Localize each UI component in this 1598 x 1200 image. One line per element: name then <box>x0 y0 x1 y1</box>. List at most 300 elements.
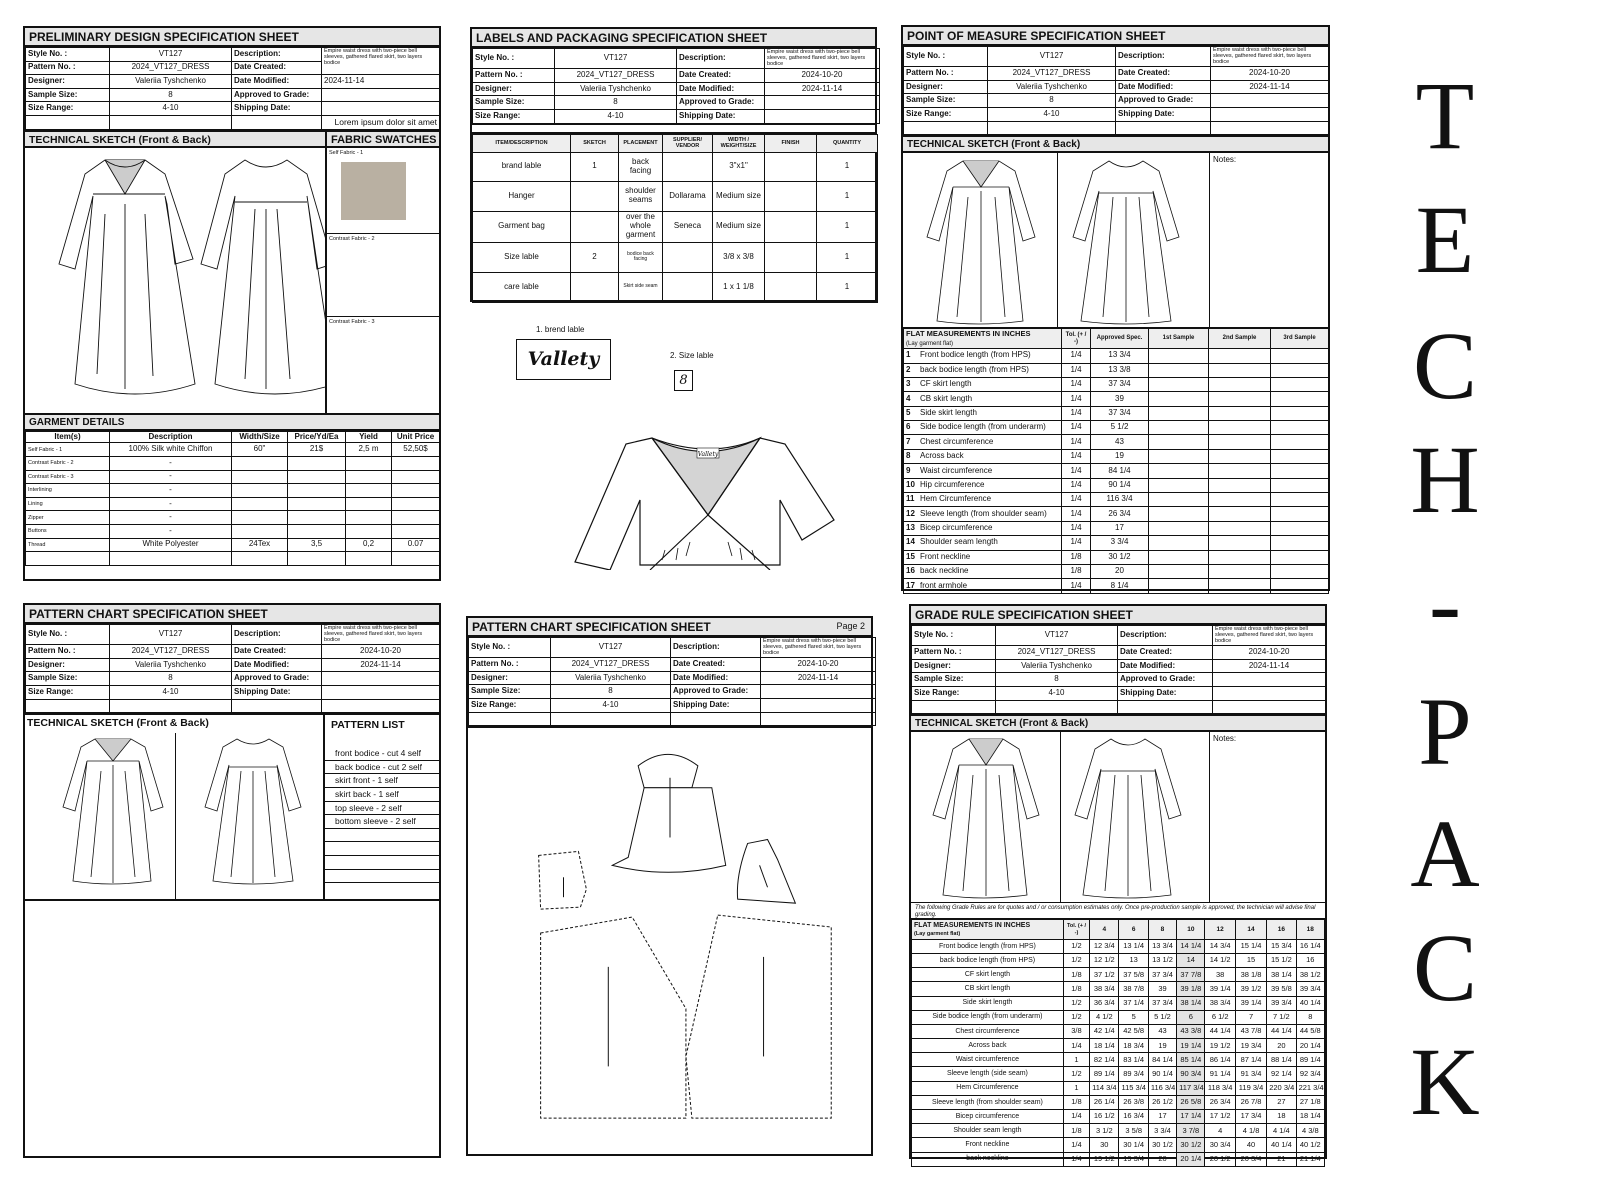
grade-cell: 114 3/4 <box>1090 1081 1119 1095</box>
col-header: 4 <box>1090 919 1119 939</box>
tolerance-cell: 1/4 <box>1062 392 1091 406</box>
table-cell <box>765 181 817 211</box>
approved-label: Approved to Grade: <box>1116 94 1211 108</box>
date-created-label: Date Created: <box>232 645 322 659</box>
style-value: VT127 <box>110 48 232 62</box>
pattern-list-item: skirt front - 1 self <box>325 774 439 788</box>
measurement-name <box>904 493 1062 507</box>
sample-cell <box>1209 464 1271 478</box>
grade-cell: 38 <box>1205 968 1235 982</box>
sheet-title: PATTERN CHART SPECIFICATION SHEET <box>25 605 439 624</box>
pattern-value: 2024_VT127_DRESS <box>555 69 677 83</box>
grade-cell: 42 5/8 <box>1119 1024 1148 1038</box>
date-created-label: Date Created: <box>671 658 761 672</box>
table-cell: - <box>110 484 232 498</box>
col-header: 2nd Sample <box>1209 328 1271 348</box>
table-cell <box>232 470 288 484</box>
shipping-value <box>1211 108 1329 122</box>
grade-cell: 18 <box>1267 1110 1296 1124</box>
col-header: 10 <box>1177 919 1205 939</box>
col-header: FINISH <box>765 134 817 152</box>
sample-cell <box>1271 579 1329 593</box>
empty-cell <box>904 121 988 135</box>
sample-label: Sample Size: <box>473 96 555 110</box>
table-row <box>26 470 440 484</box>
grade-cell: 4 3/8 <box>1296 1124 1324 1138</box>
grade-cell: 221 3/4 <box>1296 1081 1324 1095</box>
grade-cell: 16 1/4 <box>1296 939 1324 953</box>
grade-cell: 1/2 <box>1063 953 1089 967</box>
grade-cell: 4 1/8 <box>1235 1124 1266 1138</box>
header-table <box>903 46 1329 135</box>
swatch-label: Contrast Fabric - 3 <box>329 318 375 325</box>
table-row <box>904 579 1329 593</box>
sample-cell <box>1271 507 1329 521</box>
grade-cell: 38 1/8 <box>1235 968 1266 982</box>
pom-table <box>903 327 1329 593</box>
header-table <box>472 48 880 124</box>
measurement-name <box>904 579 1062 593</box>
col-header: 18 <box>1296 919 1324 939</box>
sample-cell <box>1209 493 1271 507</box>
table-cell: Thread <box>26 538 110 552</box>
grade-cell: 86 1/4 <box>1205 1053 1235 1067</box>
grade-cell: 30 3/4 <box>1205 1138 1235 1152</box>
sample-cell <box>1149 493 1209 507</box>
sample-cell <box>1271 564 1329 578</box>
measurement-name <box>904 363 1062 377</box>
table-cell <box>288 470 346 484</box>
spec-cell: 39 <box>1091 392 1149 406</box>
empty-cell <box>551 712 671 726</box>
designer-value: Valeriia Tyshchenko <box>551 671 671 685</box>
grade-cell: 26 1/2 <box>1148 1095 1176 1109</box>
sample-cell <box>1209 363 1271 377</box>
size-range-label: Size Range: <box>912 687 996 701</box>
designer-label: Designer: <box>26 75 110 89</box>
sketch-area <box>903 153 1328 327</box>
table-cell <box>232 456 288 470</box>
table-row <box>912 1081 1325 1095</box>
grade-cell: 38 1/2 <box>1296 968 1324 982</box>
spec-cell: 19 <box>1091 449 1149 463</box>
table-cell <box>26 552 110 566</box>
measurement-number: 14 <box>906 537 915 547</box>
grade-cell: 13 1/2 <box>1148 953 1176 967</box>
table-cell: - <box>110 497 232 511</box>
table-cell: Size lable <box>473 242 571 272</box>
table-row <box>904 464 1329 478</box>
table-cell: 0.07 <box>392 538 440 552</box>
description-label: Description: <box>1118 626 1213 646</box>
grade-cell: 3 1/2 <box>1090 1124 1119 1138</box>
measurement-name <box>904 435 1062 449</box>
grade-cell: 39 3/4 <box>1267 996 1296 1010</box>
col-header: SKETCH <box>571 134 619 152</box>
grade-cell: 18 1/4 <box>1090 1039 1119 1053</box>
measurement-label: Front bodice length (from HPS) <box>912 939 1064 953</box>
sample-cell <box>1149 421 1209 435</box>
designer-value: Valeriia Tyshchenko <box>555 82 677 96</box>
tolerance-cell: 1/4 <box>1062 421 1091 435</box>
sample-cell <box>1209 421 1271 435</box>
grade-cell: 39 1/4 <box>1235 996 1266 1010</box>
grade-cell: 7 <box>1235 1010 1266 1024</box>
grade-cell: 19 1/2 <box>1205 1039 1235 1053</box>
sample-cell <box>1149 392 1209 406</box>
sample-cell <box>1149 449 1209 463</box>
size-range-value: 4-10 <box>110 686 232 700</box>
spacer-band <box>472 124 875 134</box>
table-cell <box>765 242 817 272</box>
measurement-label: Hem Circumference <box>920 494 992 504</box>
grade-cell: 92 1/4 <box>1267 1067 1296 1081</box>
measurement-label: Shoulder seam length <box>920 537 998 547</box>
grade-cell: 39 1/4 <box>1205 982 1235 996</box>
pattern-value: 2024_VT127_DRESS <box>996 646 1118 660</box>
approved-label: Approved to Grade: <box>671 685 761 699</box>
description-value: Empire waist dress with two-piece bell sleeves, gathered flared skirt, two layers bodice <box>322 625 440 645</box>
size-range-label: Size Range: <box>26 686 110 700</box>
sample-cell <box>1149 478 1209 492</box>
grade-cell: 38 3/4 <box>1205 996 1235 1010</box>
sample-cell <box>1209 564 1271 578</box>
table-cell <box>110 552 232 566</box>
size-caption: 2. Size lable <box>670 351 714 360</box>
measurement-name <box>904 349 1062 363</box>
sample-cell <box>1271 521 1329 535</box>
pattern-list-items <box>325 747 439 883</box>
sample-cell <box>1209 435 1271 449</box>
table-row <box>904 521 1329 535</box>
sample-cell <box>1271 449 1329 463</box>
empty-cell <box>988 121 1116 135</box>
measurement-label: Front bodice length (from HPS) <box>920 350 1031 360</box>
grade-cell: 90 3/4 <box>1177 1067 1205 1081</box>
grade-cell: 85 1/4 <box>1177 1053 1205 1067</box>
table-cell: shoulder seams <box>619 181 663 211</box>
labels-sheet <box>470 27 877 302</box>
table-cell: 21$ <box>288 443 346 457</box>
mini-brand-text: Vallety <box>697 451 719 458</box>
table-cell <box>392 511 440 525</box>
description-label: Description: <box>677 49 765 69</box>
measurement-name <box>904 464 1062 478</box>
spec-cell: 43 <box>1091 435 1149 449</box>
spec-cell: 8 1/4 <box>1091 579 1149 593</box>
grade-cell: 12 3/4 <box>1090 939 1119 953</box>
table-cell: 1 <box>817 211 878 242</box>
grade-cell: 14 1/4 <box>1177 939 1205 953</box>
tolerance-cell: 1/4 <box>1062 464 1091 478</box>
table-row <box>904 421 1329 435</box>
spec-cell: 3 3/4 <box>1091 536 1149 550</box>
grade-cell: 43 3/8 <box>1177 1024 1205 1038</box>
sketch-title: TECHNICAL SKETCH (Front & Back) <box>25 130 325 148</box>
date-modified-label: Date Modified: <box>1118 659 1213 673</box>
spec-cell: 84 1/4 <box>1091 464 1149 478</box>
table-row <box>904 564 1329 578</box>
dress-sketch-front-back <box>45 154 325 399</box>
table-cell <box>392 470 440 484</box>
table-row <box>912 1124 1325 1138</box>
date-modified-value: 2024-11-14 <box>322 75 440 89</box>
grade-cell: 1/4 <box>1063 1138 1089 1152</box>
style-value: VT127 <box>988 47 1116 67</box>
sample-cell <box>1209 406 1271 420</box>
sample-value: 8 <box>110 88 232 102</box>
sample-label: Sample Size: <box>904 94 988 108</box>
sheet-title: GRADE RULE SPECIFICATION SHEET <box>911 606 1325 625</box>
grade-cell: 37 7/8 <box>1177 968 1205 982</box>
sample-value: 8 <box>551 685 671 699</box>
sketch-area <box>25 713 439 901</box>
pattern-value: 2024_VT127_DRESS <box>110 645 232 659</box>
table-row <box>26 456 440 470</box>
grade-cell: 30 1/2 <box>1177 1138 1205 1152</box>
style-label: Style No. : <box>473 49 555 69</box>
measurement-number: 17 <box>906 580 915 590</box>
grade-cell: 4 1/4 <box>1267 1124 1296 1138</box>
grade-cell: 4 1/2 <box>1090 1010 1119 1024</box>
measurement-name <box>904 507 1062 521</box>
grade-cell: 36 3/4 <box>1090 996 1119 1010</box>
swatch-self <box>327 148 439 234</box>
description-label: Description: <box>1116 47 1211 67</box>
shipping-label: Shipping Date: <box>232 102 322 116</box>
pattern-pieces-drawing <box>468 726 871 1146</box>
measurement-label: front armhole <box>920 580 968 590</box>
garment-rows <box>26 443 440 565</box>
table-cell: Zipper <box>26 511 110 525</box>
table-row <box>26 552 440 566</box>
pattern-chart-sheet-1 <box>23 603 441 1158</box>
sample-cell <box>1271 406 1329 420</box>
table-row <box>904 449 1329 463</box>
grade-cell: 42 1/4 <box>1090 1024 1119 1038</box>
spec-cell: 116 3/4 <box>1091 493 1149 507</box>
designer-label: Designer: <box>26 658 110 672</box>
sample-value: 8 <box>110 672 232 686</box>
col-header: SUPPLIER/ VENDOR <box>663 134 713 152</box>
col-header: 12 <box>1205 919 1235 939</box>
measurement-label: CF skirt length <box>920 379 972 389</box>
approved-label: Approved to Grade: <box>1118 673 1213 687</box>
header-table <box>25 47 440 130</box>
fabric-swatch <box>341 162 406 220</box>
tolerance-cell: 1/4 <box>1062 507 1091 521</box>
grade-cell: 1/8 <box>1063 1124 1089 1138</box>
swatch-label: Self Fabric - 1 <box>329 149 364 156</box>
table-cell <box>392 552 440 566</box>
table-cell <box>288 456 346 470</box>
table-row <box>912 1110 1325 1124</box>
col-header: Item(s) <box>26 431 110 443</box>
table-cell: 3/8 x 3/8 <box>713 242 765 272</box>
style-label: Style No. : <box>912 626 996 646</box>
pattern-list-empty-row <box>325 856 439 870</box>
col-header: Yield <box>346 431 392 443</box>
labels-table <box>472 134 878 303</box>
sample-cell <box>1149 536 1209 550</box>
table-cell: 0,2 <box>346 538 392 552</box>
table-cell <box>346 497 392 511</box>
table-cell: 1 <box>817 152 878 181</box>
table-row <box>26 524 440 538</box>
hood-piece <box>638 755 698 788</box>
measurement-label: Hem Circumference <box>912 1081 1064 1095</box>
grade-cell: 13 3/4 <box>1148 939 1176 953</box>
pattern-list-item: front bodice - cut 4 self <box>325 747 439 761</box>
grade-cell: 91 3/4 <box>1235 1067 1266 1081</box>
header-table <box>25 624 440 713</box>
date-modified-label: Date Modified: <box>677 82 765 96</box>
sheet-title: POINT OF MEASURE SPECIFICATION SHEET <box>903 27 1328 46</box>
grade-cell: 1/8 <box>1063 968 1089 982</box>
table-cell: Dollarama <box>663 181 713 211</box>
measurement-name <box>904 449 1062 463</box>
grade-cell: 21 1/4 <box>1296 1152 1324 1166</box>
tolerance-cell: 1/4 <box>1062 536 1091 550</box>
grade-cell: 26 3/4 <box>1205 1095 1235 1109</box>
grade-cell: 43 7/8 <box>1235 1024 1266 1038</box>
measurement-label: Across back <box>912 1039 1064 1053</box>
table-cell <box>232 524 288 538</box>
sample-cell <box>1209 392 1271 406</box>
table-row <box>904 435 1329 449</box>
table-cell <box>392 524 440 538</box>
table-cell: Medium size <box>713 181 765 211</box>
measurement-label: Side skirt length <box>912 996 1064 1010</box>
shipping-value <box>322 102 440 116</box>
size-range-value: 4-10 <box>555 110 677 124</box>
date-created-value: 2024-10-20 <box>322 645 440 659</box>
table-row <box>912 982 1325 996</box>
table-cell: - <box>110 456 232 470</box>
grade-cell: 119 3/4 <box>1235 1081 1266 1095</box>
sample-cell <box>1271 550 1329 564</box>
tolerance-cell: 1/4 <box>1062 349 1091 363</box>
sketch-area <box>911 732 1325 902</box>
measurement-number: 8 <box>906 451 911 461</box>
grade-cell: 30 <box>1090 1138 1119 1152</box>
sample-cell <box>1149 550 1209 564</box>
grade-cell: 3 5/8 <box>1119 1124 1148 1138</box>
table-row <box>904 536 1329 550</box>
measurement-number: 2 <box>906 364 911 374</box>
empty-cell <box>26 699 110 713</box>
grade-cell: 84 1/4 <box>1148 1053 1176 1067</box>
table-row <box>904 493 1329 507</box>
pattern-value: 2024_VT127_DRESS <box>110 61 232 75</box>
table-cell <box>663 272 713 302</box>
tech-pack-letter: C <box>1412 312 1478 419</box>
measurement-label: CF skirt length <box>912 968 1064 982</box>
sample-cell <box>1149 579 1209 593</box>
col-header: Price/Yd/Ea <box>288 431 346 443</box>
measurement-name <box>904 406 1062 420</box>
bodice-closeup-sketch <box>570 430 840 570</box>
empty-cell <box>26 115 110 129</box>
table-cell: 60" <box>232 443 288 457</box>
skirt-back-piece <box>686 915 831 1118</box>
description-value: Empire waist dress with two-piece bell sleeves, gathered flared skirt, two layers bodice <box>1213 626 1326 646</box>
table-cell <box>571 181 619 211</box>
sample-cell <box>1209 349 1271 363</box>
table-row <box>26 511 440 525</box>
grade-cell: 4 <box>1205 1124 1235 1138</box>
sample-cell <box>1271 377 1329 391</box>
table-cell: - <box>110 524 232 538</box>
sample-cell <box>1271 349 1329 363</box>
col-header: 14 <box>1235 919 1266 939</box>
table-row <box>473 181 878 211</box>
grade-cell: 117 3/4 <box>1177 1081 1205 1095</box>
garment-details-table <box>25 431 440 566</box>
empty-cell <box>110 115 232 129</box>
table-cell <box>346 470 392 484</box>
grade-cell: 15 1/2 <box>1267 953 1296 967</box>
tech-pack-letter: A <box>1410 800 1480 907</box>
sample-cell <box>1149 377 1209 391</box>
table-row <box>912 1152 1325 1166</box>
pattern-chart-sheet-2 <box>466 616 873 1156</box>
table-cell <box>765 272 817 302</box>
date-created-value: 2024-10-20 <box>761 658 876 672</box>
grade-disclaimer: The following Grade Rules are for quotes and / or consumption estimates only. Once pre-production sample is approved, the technician will advise final grading. <box>911 902 1325 918</box>
grade-cell: 17 1/4 <box>1177 1110 1205 1124</box>
grade-cell: 115 3/4 <box>1119 1081 1148 1095</box>
measurement-label: Bicep circumference <box>912 1110 1064 1124</box>
empty-cell <box>1213 700 1326 714</box>
table-cell <box>392 497 440 511</box>
table-row <box>904 406 1329 420</box>
spec-cell: 13 3/4 <box>1091 349 1149 363</box>
empty-cell <box>1211 121 1329 135</box>
grade-cell: 3 7/8 <box>1177 1124 1205 1138</box>
style-value: VT127 <box>110 625 232 645</box>
grade-cell: 37 3/4 <box>1148 968 1176 982</box>
swatch-contrast-3 <box>327 317 439 397</box>
grade-cell: 16 1/2 <box>1090 1110 1119 1124</box>
table-cell <box>346 484 392 498</box>
approved-label: Approved to Grade: <box>232 672 322 686</box>
grade-cell: 37 1/2 <box>1090 968 1119 982</box>
date-created-label: Date Created: <box>1116 67 1211 81</box>
sample-cell <box>1209 478 1271 492</box>
size-range-value: 4-10 <box>988 108 1116 122</box>
swatches-title: FABRIC SWATCHES <box>325 130 439 148</box>
spec-cell: 30 1/2 <box>1091 550 1149 564</box>
grade-cell: 91 1/4 <box>1205 1067 1235 1081</box>
pattern-label: Pattern No. : <box>469 658 551 672</box>
empty-cell <box>232 115 322 129</box>
table-cell: - <box>110 511 232 525</box>
back-bodice-piece <box>737 840 795 904</box>
measurement-name <box>904 521 1062 535</box>
sample-cell <box>1271 363 1329 377</box>
grade-cell: 3 3/4 <box>1148 1124 1176 1138</box>
tolerance-cell: 1/4 <box>1062 478 1091 492</box>
measurement-label: Waist circumference <box>920 465 993 475</box>
measurement-number: 16 <box>906 566 915 576</box>
measurement-number: 1 <box>906 350 911 360</box>
grade-cell: 19 <box>1148 1039 1176 1053</box>
table-cell <box>765 211 817 242</box>
empty-cell <box>996 700 1118 714</box>
tolerance-cell: 1/4 <box>1062 493 1091 507</box>
table-cell <box>765 152 817 181</box>
